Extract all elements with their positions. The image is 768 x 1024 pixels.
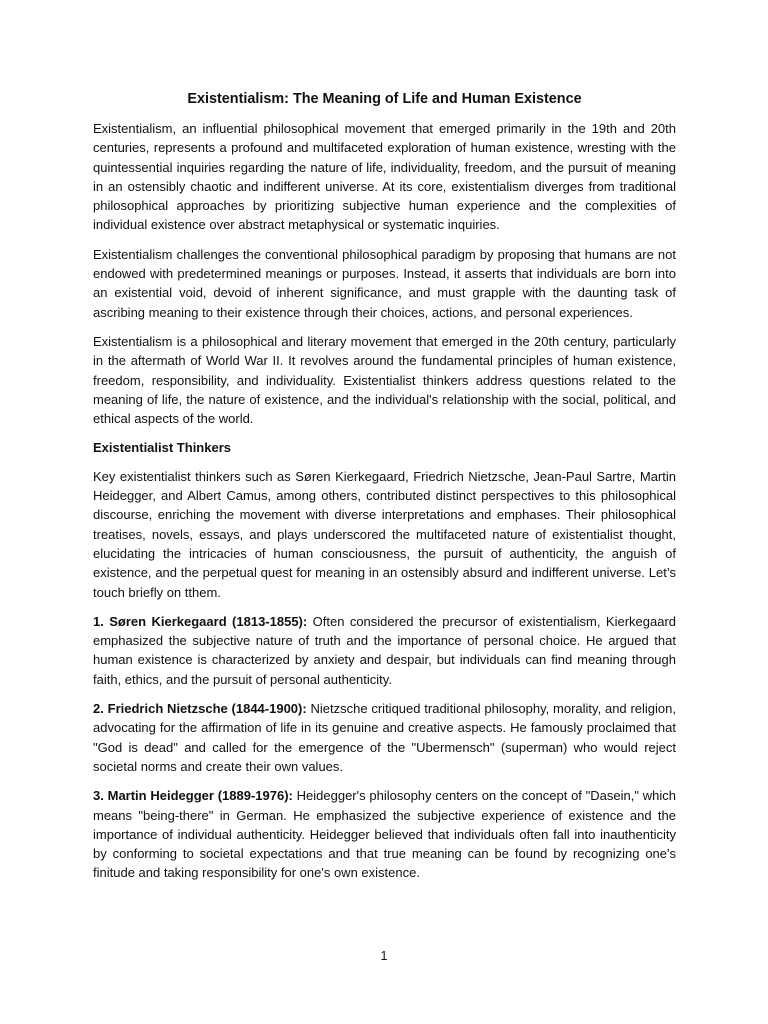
thinker-heidegger-text: Heidegger's philosophy centers on the concept of "Dasein," which means "being-there" in German. He emphasized the subjective experience of existence and the importance of individual authenticity. Heidegger believed that individuals often fall into inauthenticity by conforming to societal expectations and that true meaning can be found by recognizing one's finitude and taking responsibility for one's own existence. xyxy=(93,788,676,881)
document-title: Existentialism: The Meaning of Life and Human Existence xyxy=(187,91,582,107)
intro-paragraph-2: Existentialism challenges the conventional philosophical paradigm by proposing that humans are not endowed with predetermined meanings or purposes. Instead, it asserts that individuals are born into an existential void, devoid of inherent significance, and must grapple with the daunting task of ascribing meaning to their existence through their choices, actions, and personal experiences. xyxy=(93,246,676,320)
thinker-kierkegaard-text: Often considered the precursor of existentialism, Kierkegaard emphasized the subjective nature of truth and the importance of personal choice. He argued that human existence is characterized by anxiety and despair, but individuals can find meaning through faith, ethics, and the pursuit of personal authenticity. xyxy=(93,613,677,687)
intro-paragraph-1: Existentialism, an influential philosophical movement that emerged primarily in the 19th and 20th centuries, represents a profound and multifaceted exploration of human existence, wresting with the quintessential inquiries regarding the nature of life, individuality, freedom, and the pursuit of meaning in an ostensibly chaotic and indifferent universe. At its core, existentialism diverges from traditional philosophical approaches by prioritizing subjective human experience and the complexities of individual existence over abstract metaphysical or systematic inquiries. xyxy=(93,121,676,233)
page-number: 1 xyxy=(380,949,388,963)
thinker-nietzsche-paragraph xyxy=(93,699,676,776)
thinker-nietzsche-text: Nietzsche critiqued traditional philosophy, morality, and religion, advocating for the affirmation of life in its genuine and creative aspects. He famously proclaimed that "God is dead" and called for the emergence of the "Ubermensch" (superman) who would reject societal norms and create their own values. xyxy=(93,701,676,774)
intro-paragraph-3: Existentialism is a philosophical and literary movement that emerged in the 20th century, particularly in the aftermath of World War II. It revolves around the fundamental principles of human existence, freedom, responsibility, and individuality. Existentialist thinkers address questions related to the meaning of life, the nature of existence, and the individual's relationship with the social, political, and ethical aspects of the world. xyxy=(93,333,676,427)
thinker-heidegger-heading: 3. Martin Heidegger (1889-1976): xyxy=(93,788,293,804)
thinker-kierkegaard-paragraph xyxy=(93,612,676,689)
document-body xyxy=(93,90,676,893)
thinker-nietzsche-heading: 2. Friedrich Nietzsche (1844-1900): xyxy=(93,701,307,717)
thinker-kierkegaard-heading: 1. Søren Kierkegaard (1813-1855): xyxy=(93,613,308,629)
thinker-heidegger-paragraph xyxy=(93,786,676,882)
section-intro-paragraph: Key existentialist thinkers such as Søren Kierkegaard, Friedrich Nietzsche, Jean-Paul Sartre, Martin Heidegger, and Albert Camus, among others, contributed distinct perspectives to this philosophical discourse, enriching the movement with diverse interpretations and emphases. Their philosophical treatises, novels, essays, and plays underscored the multifaceted nature of existentialist thought, elucidating the intricacies of human consciousness, the pursuit of authenticity, the anguish of existence, and the perpetual quest for meaning in an ostensibly absurd and indifferent universe. Let’s touch briefly on tthem. xyxy=(93,468,676,600)
section-heading: Existentialist Thinkers xyxy=(93,440,231,456)
